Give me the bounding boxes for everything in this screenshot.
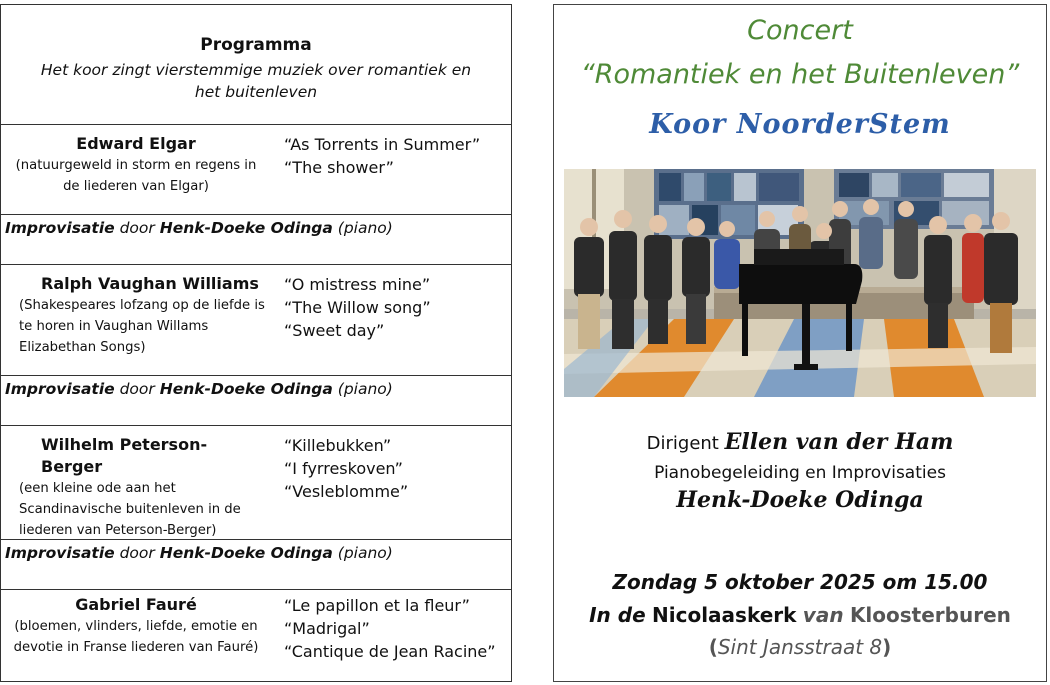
concert-poster bbox=[553, 4, 1047, 682]
improvisation-text: Improvisatie door Henk-Doeke Odinga (piano) bbox=[5, 219, 393, 237]
address-close-paren: ) bbox=[882, 635, 892, 659]
composer-info bbox=[7, 133, 265, 197]
composer-info bbox=[7, 594, 265, 658]
song-list bbox=[284, 133, 509, 179]
composer-description: (bloemen, vlinders, liefde, emotie en devotie in Franse liederen van Fauré) bbox=[13, 619, 259, 655]
address-open-paren: ( bbox=[708, 635, 718, 659]
choir-photo bbox=[564, 169, 1036, 397]
improvisation-text: Improvisatie door Henk-Doeke Odinga (piano) bbox=[5, 380, 393, 398]
composer-info bbox=[19, 434, 265, 541]
song-list bbox=[284, 434, 509, 503]
song-title: “Le papillon et la fleur” bbox=[284, 596, 470, 615]
composer-block-faure bbox=[1, 590, 511, 682]
program-subtitle: Het koor zingt vierstemmige muziek over romantiek en het buitenleven bbox=[40, 61, 472, 101]
pianist-name: Henk-Doeke Odinga bbox=[676, 487, 924, 513]
song-title: “As Torrents in Summer” bbox=[284, 135, 481, 154]
improvisation-text: Improvisatie door Henk-Doeke Odinga (piano) bbox=[5, 544, 393, 562]
composer-block-vaughan-williams bbox=[1, 265, 511, 376]
conductor-name: Ellen van der Ham bbox=[724, 429, 954, 455]
choir-photo-illustration bbox=[564, 169, 1036, 397]
song-title: “Vesleblomme” bbox=[284, 482, 409, 501]
concert-date: Zondag 5 oktober 2025 om 15.00 bbox=[612, 570, 988, 594]
composer-name: Wilhelm Peterson-Berger bbox=[41, 435, 208, 476]
song-title: “Madrigal” bbox=[284, 619, 370, 638]
song-list bbox=[284, 594, 509, 663]
song-title: “O mistress mine” bbox=[284, 275, 431, 294]
improvisation-row bbox=[1, 215, 511, 265]
concert-heading: Concert bbox=[747, 15, 853, 46]
improvisation-row bbox=[1, 376, 511, 426]
song-title: “Sweet day” bbox=[284, 321, 385, 340]
composer-description: (natuurgeweld in storm en regens in de liederen van Elgar) bbox=[15, 158, 257, 194]
address-text: Sint Jansstraat 8 bbox=[717, 635, 883, 659]
program-title: Programma bbox=[200, 35, 312, 55]
song-title: “I fyrreskoven” bbox=[284, 459, 403, 478]
song-title: “The Willow song” bbox=[284, 298, 431, 317]
venue-church: Nicolaaskerk bbox=[652, 603, 797, 627]
composer-info bbox=[19, 273, 265, 358]
concert-title: “Romantiek en het Buitenleven” bbox=[580, 59, 1020, 90]
program-header bbox=[1, 5, 511, 125]
venue-prefix: In de bbox=[589, 603, 646, 627]
composer-block-elgar bbox=[1, 125, 511, 215]
composer-name: Edward Elgar bbox=[76, 134, 196, 153]
choir-name: Koor NoorderStem bbox=[649, 109, 951, 140]
concert-venue bbox=[554, 603, 1046, 627]
song-title: “The shower” bbox=[284, 158, 394, 177]
composer-description: (een kleine ode aan het Scandinavische buitenleven in de liederen van Peterson-Berger) bbox=[19, 481, 241, 538]
song-title: “Killebukken” bbox=[284, 436, 392, 455]
conductor-line bbox=[554, 429, 1046, 455]
venue-van: van bbox=[802, 603, 844, 627]
composer-block-peterson-berger bbox=[1, 426, 511, 540]
piano-label: Pianobegeleiding en Improvisaties bbox=[654, 463, 946, 483]
improvisation-row bbox=[1, 540, 511, 590]
composer-name: Ralph Vaughan Williams bbox=[41, 274, 259, 293]
song-title: “Cantique de Jean Racine” bbox=[284, 642, 496, 661]
venue-town: Kloosterburen bbox=[849, 603, 1011, 627]
concert-address bbox=[554, 635, 1046, 659]
conductor-label: Dirigent bbox=[646, 433, 719, 454]
program-panel bbox=[0, 4, 512, 682]
song-list bbox=[284, 273, 509, 342]
composer-description: (Shakespeares lofzang op de liefde is te horen in Vaughan Willams Elizabethan Songs) bbox=[19, 298, 265, 355]
composer-name: Gabriel Fauré bbox=[75, 595, 197, 614]
